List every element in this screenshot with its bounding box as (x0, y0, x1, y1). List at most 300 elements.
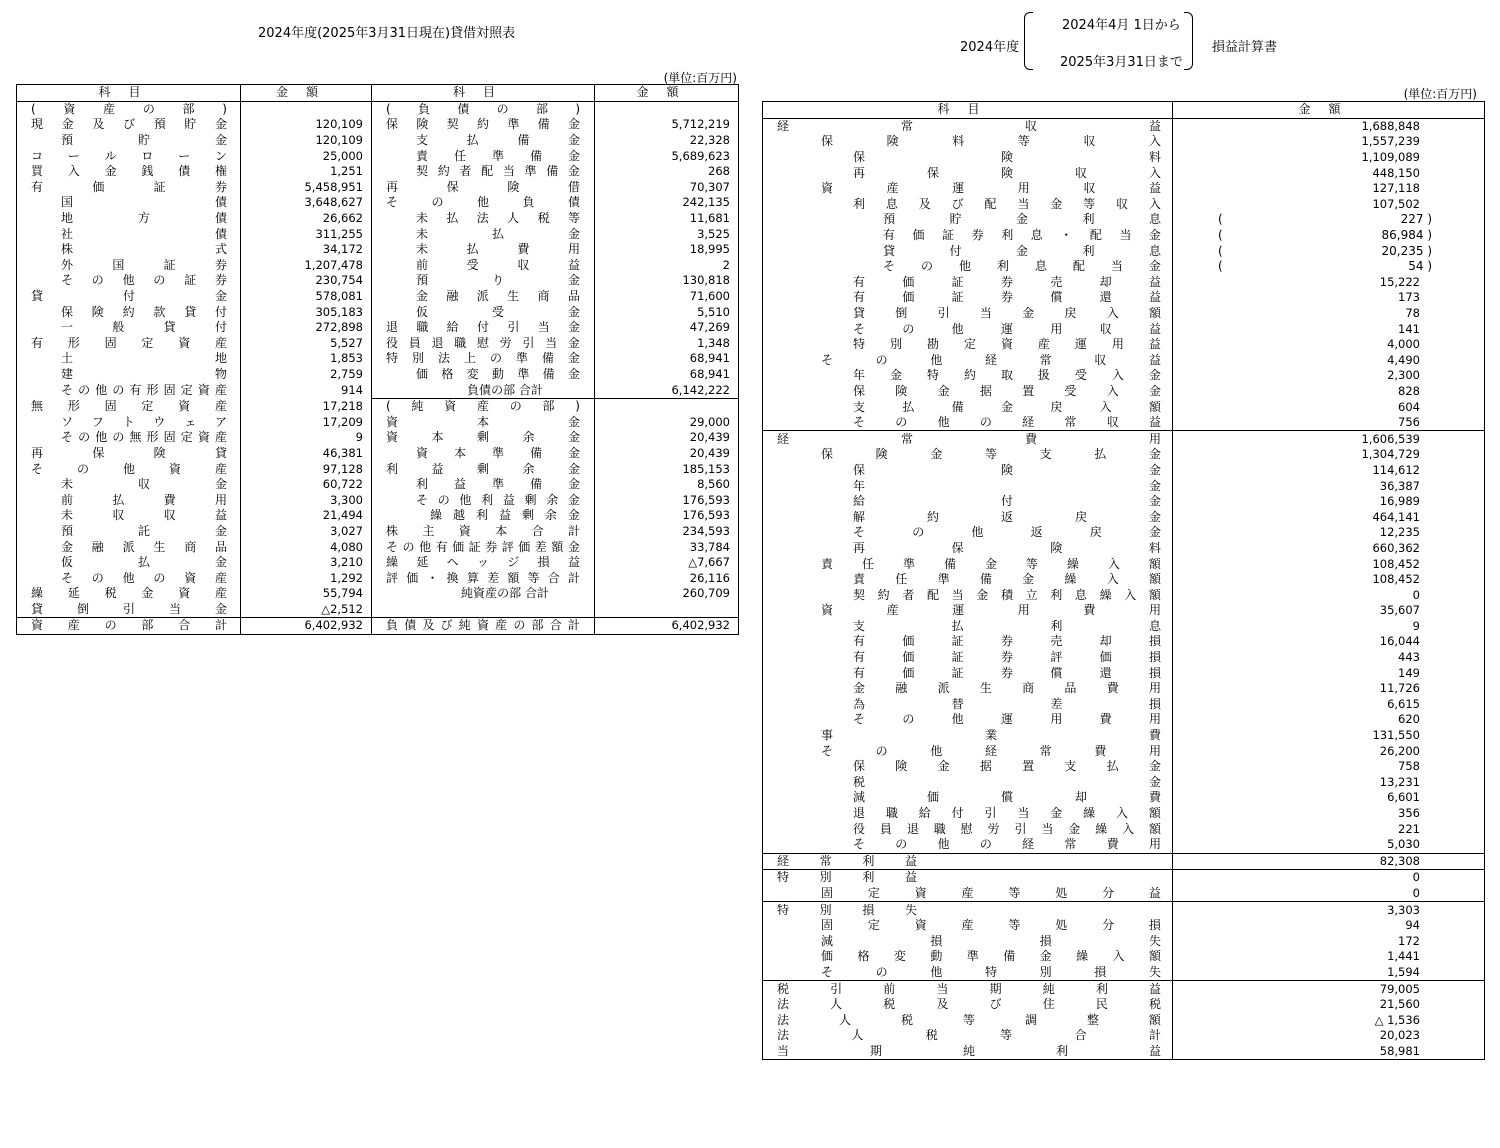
pl-item-value: 448,150 (1173, 165, 1485, 181)
pl-item-value: 86,984 (1381, 228, 1424, 243)
liability-item-value (595, 602, 739, 618)
pl-item-label: そ の 他 経 常 費 用 (821, 743, 1161, 758)
pl-item-label: そ の 他 経 常 収 益 (821, 352, 1161, 367)
liability-item-value: 22,328 (595, 133, 739, 149)
pl-item-label: 保 険 料 (853, 150, 1161, 165)
pl-row (763, 886, 1485, 902)
pl-item-value: 141 (1173, 321, 1485, 337)
pl-item-label: 保 険 金 (853, 462, 1161, 477)
pl-item-label: 特 別 利 益 (777, 870, 917, 885)
pl-item-value-parenthesized: ( 20,235 ) (1218, 243, 1432, 258)
bs-row (17, 336, 739, 352)
pl-item-label: 税 金 (853, 774, 1161, 789)
liability-item-label: 責 任 準 備 金 (416, 148, 580, 163)
pl-item-label: そ の 他 特 別 損 失 (821, 964, 1161, 979)
pl-period-to: 2025年3月31日まで (1060, 55, 1183, 70)
header-amount-left: 金額 (241, 85, 372, 102)
pl-item-label: 解 約 返 戻 金 (853, 509, 1161, 524)
pl-item-label: 貸 付 金 利 息 (883, 243, 1161, 258)
liability-item-value: 18,995 (595, 242, 739, 258)
liability-item-label: そ の 他 負 債 (386, 195, 580, 210)
pl-row (763, 918, 1485, 934)
pl-row (763, 415, 1485, 431)
asset-item-label: 貸 倒 引 当 金 (31, 601, 227, 616)
bs-row (17, 508, 739, 524)
pl-item-label: 利 息 及 び 配 当 金 等 収 入 (853, 196, 1161, 211)
liability-item-label: 預 り 金 (416, 273, 580, 288)
asset-item-value: 305,183 (241, 304, 372, 320)
pl-item-label: 固 定 資 産 等 処 分 益 (821, 885, 1161, 900)
bs-row (17, 414, 739, 430)
pl-item-value: 1,109,089 (1173, 150, 1485, 166)
pl-item-label: そ の 他 の 経 常 費 用 (853, 837, 1161, 852)
bs-row (17, 555, 739, 571)
liability-item-label: 純 資 産 の 部 合 計 (461, 586, 549, 601)
header-item-right: 科目 (372, 85, 595, 102)
liability-item-label: 繰 延 ヘ ッ ジ 損 益 (386, 555, 580, 570)
asset-item-value: 55,794 (241, 586, 372, 602)
pl-item-value: 94 (1173, 918, 1485, 934)
pl-row (763, 902, 1485, 918)
asset-total-value: 6,402,932 (241, 618, 372, 635)
pl-item-label: 法 人 税 及 び 住 民 税 (777, 997, 1161, 1012)
left-brace (1024, 12, 1033, 70)
asset-item-value: 21,494 (241, 508, 372, 524)
pl-item-value: 4,490 (1173, 353, 1485, 369)
pl-item-label: 有 価 証 券 償 還 損 (853, 665, 1161, 680)
asset-item-label: 買 入 金 銭 債 権 (31, 164, 227, 179)
pl-row (763, 1044, 1485, 1060)
asset-item-label: 預 託 金 (61, 523, 227, 538)
pl-row (763, 275, 1485, 291)
header-item-left: 科目 (17, 85, 241, 102)
bs-row (17, 304, 739, 320)
pl-item-label: 価 格 変 動 準 備 金 繰 入 額 (821, 949, 1161, 964)
asset-item-value: 4,080 (241, 539, 372, 555)
liability-item-value: 71,600 (595, 289, 739, 305)
pl-row (763, 712, 1485, 728)
asset-item-label: 保 険 約 款 貸 付 (61, 304, 227, 319)
liability-item-label: 特 別 法 上 の 準 備 金 (386, 351, 580, 366)
asset-item-value: 1,207,478 (241, 258, 372, 274)
pl-item-value-parenthesized: ( 86,984 ) (1218, 228, 1432, 243)
asset-item-label: 外 国 証 券 (61, 257, 227, 272)
pl-item-label: そ の 他 の 経 常 収 益 (853, 415, 1161, 430)
pl-item-label: 年 金 (853, 478, 1161, 493)
liability-item-value: 260,709 (595, 586, 739, 602)
liability-item-label: 繰 越 利 益 剰 余 金 (430, 508, 580, 523)
pl-item-value: 221 (1173, 821, 1485, 837)
pl-row (763, 306, 1485, 322)
pl-header-amount: 金額 (1173, 102, 1485, 119)
asset-item-value: 46,381 (241, 446, 372, 462)
pl-header-row (763, 102, 1485, 119)
liability-item-value (595, 398, 739, 414)
pl-row (763, 181, 1485, 197)
asset-item-value: 17,218 (241, 398, 372, 414)
bs-row (17, 211, 739, 227)
liability-item-label: 未 払 金 (416, 226, 580, 241)
asset-item-label: 再 保 険 貸 (31, 445, 227, 460)
bs-row (17, 180, 739, 196)
asset-item-label: 仮 払 金 (61, 555, 227, 570)
bs-row (17, 430, 739, 446)
pl-item-value: 172 (1173, 933, 1485, 949)
pl-item-value: 20,235 (1381, 243, 1424, 258)
pl-item-label: 特 別 損 失 (777, 902, 917, 917)
pl-row (763, 197, 1485, 213)
pl-row (763, 933, 1485, 949)
pl-item-value: 54 (1408, 259, 1424, 274)
liability-item-value: 47,269 (595, 320, 739, 336)
asset-item-label: 社 債 (61, 226, 227, 241)
pl-item-value: △ 1,536 (1173, 1012, 1485, 1028)
bs-unit: (単位:百万円) (663, 71, 737, 85)
liability-item-value: 68,941 (595, 367, 739, 383)
pl-row (763, 259, 1485, 275)
pl-item-value: 149 (1173, 665, 1485, 681)
pl-row (763, 368, 1485, 384)
liability-item-value: 6,142,222 (595, 382, 739, 398)
pl-item-value: 114,612 (1173, 463, 1485, 479)
bs-row (17, 382, 739, 398)
liability-item-label: 役 員 退 職 慰 労 引 当 金 (386, 335, 580, 350)
pl-row (763, 228, 1485, 244)
pl-year: 2024年度 (960, 40, 1020, 55)
pl-item-label: 経 常 費 用 (777, 431, 1161, 446)
liability-item-value: 20,439 (595, 430, 739, 446)
right-brace (1184, 12, 1193, 70)
asset-item-value: △2,512 (241, 602, 372, 618)
pl-item-label: 責 任 準 備 金 繰 入 額 (853, 572, 1161, 587)
pl-item-value: 1,441 (1173, 949, 1485, 965)
pl-item-label: 貸 倒 引 当 金 戻 入 額 (853, 306, 1161, 321)
pl-item-label: 支 払 利 息 (853, 618, 1161, 633)
pl-row (763, 743, 1485, 759)
pl-item-value: 16,044 (1173, 634, 1485, 650)
pl-row (763, 697, 1485, 713)
pl-row (763, 509, 1485, 525)
pl-row (763, 1012, 1485, 1028)
pl-item-label: 法 人 税 等 調 整 額 (777, 1012, 1161, 1027)
liability-item-value: 234,593 (595, 524, 739, 540)
asset-item-value: 25,000 (241, 148, 372, 164)
bs-row (17, 320, 739, 336)
pl-row (763, 321, 1485, 337)
pl-item-label: 契 約 者 配 当 金 積 立 利 息 繰 入 額 (853, 587, 1161, 602)
pl-item-label: 特 別 勘 定 資 産 運 用 益 (853, 337, 1161, 352)
pl-item-label: 事 業 費 (821, 728, 1161, 743)
pl-item-label: 法 人 税 等 合 計 (777, 1028, 1161, 1043)
pl-item-value: 620 (1173, 712, 1485, 728)
liability-item-value: 29,000 (595, 414, 739, 430)
asset-item-value: 60,722 (241, 477, 372, 493)
asset-item-label: 貸 付 金 (31, 289, 227, 304)
asset-item-value: 5,527 (241, 336, 372, 352)
pl-row (763, 837, 1485, 853)
bs-row (17, 226, 739, 242)
asset-item-value: 578,081 (241, 289, 372, 305)
liability-item-value: 242,135 (595, 195, 739, 211)
bs-row (17, 273, 739, 289)
bs-header-row (17, 85, 739, 102)
asset-item-value (241, 101, 372, 117)
asset-item-label: 預 貯 金 (61, 133, 227, 148)
liability-item-value: 176,593 (595, 492, 739, 508)
pl-row (763, 290, 1485, 306)
pl-item-label: 再 保 険 料 (853, 540, 1161, 555)
pl-item-value: 4,000 (1173, 337, 1485, 353)
pl-item-label: 経 常 利 益 (777, 853, 917, 868)
pl-item-value: 1,557,239 (1173, 134, 1485, 150)
pl-row (763, 212, 1485, 228)
bs-row (17, 446, 739, 462)
pl-item-value: 758 (1173, 759, 1485, 775)
liability-item-label: 資 本 準 備 金 (416, 445, 580, 460)
pl-item-label: 支 払 備 金 戻 入 額 (853, 399, 1161, 414)
pl-item-value: 82,308 (1173, 853, 1485, 870)
pl-header-item: 科目 (763, 102, 1173, 119)
pl-item-value: 0 (1173, 870, 1485, 886)
pl-item-value: 227 (1400, 212, 1424, 227)
bs-row (17, 461, 739, 477)
bs-row (17, 602, 739, 618)
asset-item-label: ( 資 産 の 部 ) (31, 101, 227, 116)
pl-row (763, 821, 1485, 837)
asset-item-value: 1,251 (241, 164, 372, 180)
liability-item-label: 資 本 金 (386, 414, 580, 429)
header-amount-right: 金額 (595, 85, 739, 102)
pl-row (763, 981, 1485, 997)
liability-item-label: そ の 他 有 価 証 券 評 価 差 額 金 (386, 539, 580, 554)
bs-row (17, 133, 739, 149)
liability-item-value: 130,818 (595, 273, 739, 289)
liability-item-label: ( 純 資 産 の 部 ) (386, 399, 580, 414)
pl-item-label: 預 貯 金 利 息 (883, 212, 1161, 227)
pl-item-value: 604 (1173, 399, 1485, 415)
asset-item-label: 土 地 (61, 351, 227, 366)
pl-item-value: 11,726 (1173, 681, 1485, 697)
pl-row (763, 775, 1485, 791)
bs-row (17, 148, 739, 164)
pl-item-value: 443 (1173, 650, 1485, 666)
liability-item-label: そ の 他 利 益 剰 余 金 (416, 492, 580, 507)
pl-item-value: 127,118 (1173, 181, 1485, 197)
pl-row (763, 759, 1485, 775)
pl-item-value: 356 (1173, 806, 1485, 822)
liability-item-value: 5,712,219 (595, 117, 739, 133)
pl-item-label: 有 価 証 券 評 価 損 (853, 650, 1161, 665)
asset-item-value: 3,210 (241, 555, 372, 571)
pl-item-label: 保 険 料 等 収 入 (821, 134, 1161, 149)
liability-item-value: 26,116 (595, 570, 739, 586)
pl-row (763, 431, 1485, 447)
pl-item-label: 税 引 前 当 期 純 利 益 (777, 981, 1161, 996)
pl-item-label: 給 付 金 (853, 494, 1161, 509)
pl-item-value: 2,300 (1173, 368, 1485, 384)
asset-item-label: 株 式 (61, 242, 227, 257)
asset-item-label: 前 払 費 用 (61, 492, 227, 507)
bs-row (17, 570, 739, 586)
liability-item-label: 評 価 ・ 換 算 差 額 等 合 計 (386, 570, 580, 585)
pl-item-value: 464,141 (1173, 509, 1485, 525)
pl-item-value-parenthesized: ( 227 ) (1218, 212, 1432, 227)
pl-item-label: 金 融 派 生 商 品 費 用 (853, 681, 1161, 696)
asset-item-value: 34,172 (241, 242, 372, 258)
pl-item-value: 1,606,539 (1173, 431, 1485, 447)
liability-item-value: 5,510 (595, 304, 739, 320)
pl-item-value: 5,030 (1173, 837, 1485, 853)
pl-item-label: 有 価 証 券 利 息 ・ 配 当 金 (883, 228, 1161, 243)
liability-item-value: 2 (595, 258, 739, 274)
pl-row (763, 853, 1485, 870)
liability-item-label: 利 益 準 備 金 (416, 477, 580, 492)
pl-item-label: 再 保 険 収 入 (853, 165, 1161, 180)
pl-row (763, 525, 1485, 541)
pl-title: 損益計算書 (1212, 40, 1278, 55)
pl-item-value: 660,362 (1173, 541, 1485, 557)
pl-item-value: 131,550 (1173, 728, 1485, 744)
pl-item-value: 0 (1173, 886, 1485, 902)
liability-item-label: 株 主 資 本 合 計 (386, 523, 580, 538)
pl-row (763, 965, 1485, 981)
asset-item-value: 914 (241, 382, 372, 398)
pl-row (763, 949, 1485, 965)
pl-row (763, 494, 1485, 510)
pl-row (763, 1028, 1485, 1044)
asset-item-label: 未 収 収 益 (61, 508, 227, 523)
pl-row (763, 790, 1485, 806)
liability-item-value: △7,667 (595, 555, 739, 571)
pl-row (763, 665, 1485, 681)
asset-item-label: そ の 他 の 有 形 固 定 資 産 (61, 382, 227, 397)
bs-row (17, 258, 739, 274)
liability-item-label: 契 約 者 配 当 準 備 金 (416, 164, 580, 179)
bs-row (17, 477, 739, 493)
pl-row (763, 870, 1485, 886)
pl-row (763, 337, 1485, 353)
liability-item-value: 5,689,623 (595, 148, 739, 164)
pl-item-label: 有 価 証 券 償 還 益 (853, 290, 1161, 305)
bs-row (17, 101, 739, 117)
liability-item-label: ( 負 債 の 部 ) (386, 101, 580, 116)
asset-item-label: 未 収 金 (61, 477, 227, 492)
asset-item-value: 26,662 (241, 211, 372, 227)
liability-item-label: 負 債 の 部 合 計 (467, 382, 543, 397)
bs-row (17, 195, 739, 211)
liability-item-label: 利 益 剰 余 金 (386, 461, 580, 476)
pl-item-value: 828 (1173, 384, 1485, 400)
pl-item-value: 79,005 (1173, 981, 1485, 997)
liability-item-label: 再 保 険 借 (386, 179, 580, 194)
pl-row (763, 650, 1485, 666)
pl-row (763, 997, 1485, 1013)
asset-item-label: 地 方 債 (61, 211, 227, 226)
pl-row (763, 134, 1485, 150)
pl-row (763, 150, 1485, 166)
asset-item-label: 有 形 固 定 資 産 (31, 335, 227, 350)
bs-row (17, 289, 739, 305)
pl-item-label: そ の 他 返 戻 金 (853, 525, 1161, 540)
pl-item-label: そ の 他 利 息 配 当 金 (883, 259, 1161, 274)
pl-row (763, 806, 1485, 822)
asset-item-value: 3,027 (241, 524, 372, 540)
pl-item-value: 13,231 (1173, 775, 1485, 791)
pl-item-label: 当 期 純 利 益 (777, 1043, 1161, 1058)
bs-total-row (17, 618, 739, 635)
asset-item-label: 建 物 (61, 366, 227, 381)
pl-row (763, 165, 1485, 181)
pl-item-label: 保 険 金 据 置 受 入 金 (853, 383, 1161, 398)
asset-item-label: 無 形 固 定 資 産 (31, 398, 227, 413)
balance-sheet-table (16, 84, 739, 635)
pl-item-value: 6,601 (1173, 790, 1485, 806)
pl-item-value: 3,303 (1173, 902, 1485, 918)
asset-item-value: 120,109 (241, 133, 372, 149)
pl-item-value: 78 (1173, 306, 1485, 322)
pl-item-label: 経 常 収 益 (777, 118, 1161, 133)
asset-item-value: 1,292 (241, 570, 372, 586)
pl-row (763, 572, 1485, 588)
pl-item-value: 58,981 (1173, 1044, 1485, 1060)
pl-item-value: 1,688,848 (1173, 118, 1485, 134)
pl-item-value: 26,200 (1173, 743, 1485, 759)
bs-row (17, 351, 739, 367)
pl-period-from: 2024年4月 1日から (1062, 18, 1181, 33)
liability-item-label: 支 払 備 金 (416, 133, 580, 148)
asset-item-value: 9 (241, 430, 372, 446)
pl-item-value: 1,594 (1173, 965, 1485, 981)
asset-item-value: 3,648,627 (241, 195, 372, 211)
liability-item-label: 金 融 派 生 商 品 (416, 289, 580, 304)
liability-item-label: 未 払 法 人 税 等 (416, 211, 580, 226)
pl-row (763, 399, 1485, 415)
liability-item-value: 70,307 (595, 180, 739, 196)
pl-item-label: 役 員 退 職 慰 労 引 当 金 繰 入 額 (853, 821, 1161, 836)
pl-row (763, 728, 1485, 744)
bs-row (17, 164, 739, 180)
pl-item-value: 20,023 (1173, 1028, 1485, 1044)
pl-item-value: 1,304,729 (1173, 447, 1485, 463)
liability-item-label: 未 払 費 用 (416, 242, 580, 257)
pl-item-label: 年 金 特 約 取 扱 受 入 金 (853, 368, 1161, 383)
bs-row (17, 242, 739, 258)
pl-item-value: 756 (1173, 415, 1485, 431)
liability-item-label: 仮 受 金 (416, 304, 580, 319)
pl-row (763, 384, 1485, 400)
liability-item-value: 185,153 (595, 461, 739, 477)
pl-unit: (単位:百万円) (1403, 87, 1477, 101)
pl-item-label: 減 価 償 却 費 (853, 790, 1161, 805)
liability-total-value: 6,402,932 (595, 618, 739, 635)
pl-item-value: 108,452 (1173, 556, 1485, 572)
bs-row (17, 539, 739, 555)
pl-row (763, 463, 1485, 479)
pl-row (763, 353, 1485, 369)
asset-item-value: 230,754 (241, 273, 372, 289)
pl-item-label: 保 険 金 等 支 払 金 (821, 447, 1161, 462)
pl-row (763, 603, 1485, 619)
asset-item-value: 5,458,951 (241, 180, 372, 196)
pl-item-value: 15,222 (1173, 275, 1485, 291)
bs-title: 2024年度(2025年3月31日現在)貸借対照表 (258, 26, 516, 41)
pl-row (763, 478, 1485, 494)
liability-item-value: 1,348 (595, 336, 739, 352)
pl-item-label: そ の 他 運 用 費 用 (853, 712, 1161, 727)
pl-item-value: 36,387 (1173, 478, 1485, 494)
bs-row (17, 524, 739, 540)
asset-item-value: 120,109 (241, 117, 372, 133)
